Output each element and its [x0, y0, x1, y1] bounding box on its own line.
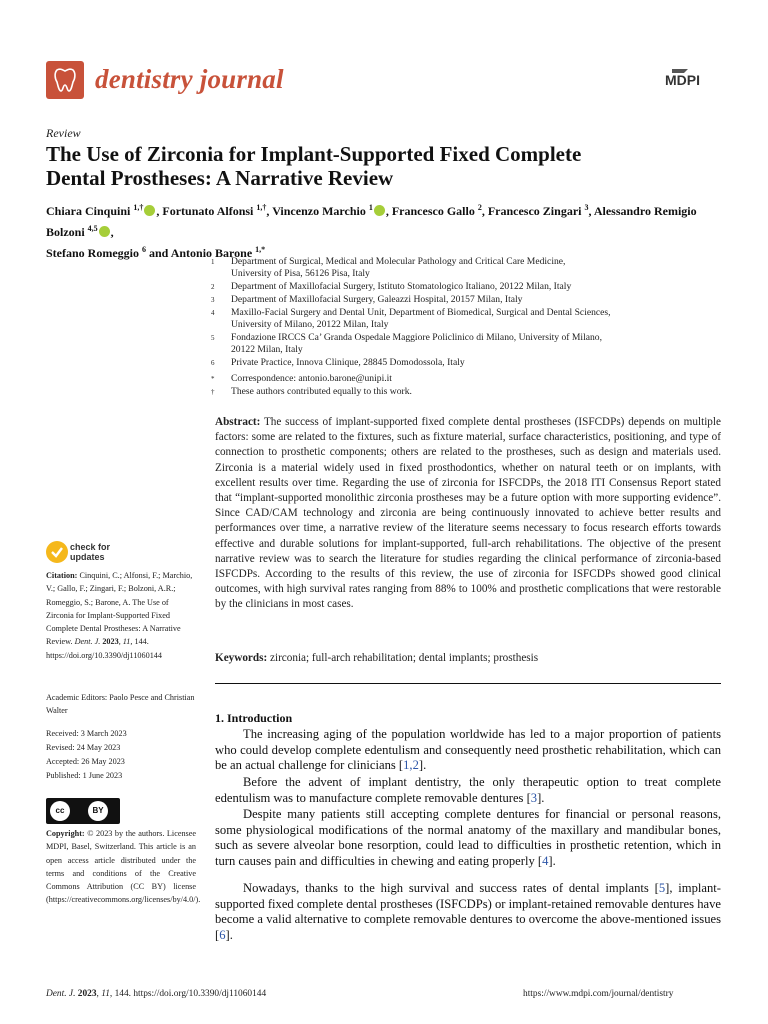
affiliation-number: 4 [211, 309, 215, 317]
affiliation-number: 5 [211, 334, 215, 342]
section-title: 1. Introduction [215, 711, 293, 725]
abstract-label: Abstract: [215, 416, 261, 428]
orcid-icon[interactable] [374, 205, 385, 216]
affiliation-text: Correspondence: antonio.barone@unipi.it [231, 373, 392, 384]
cc-icon: cc [50, 801, 70, 821]
title-line-1: The Use of Zirconia for Implant-Supported Fixed Complete [46, 142, 582, 166]
affiliation-item [211, 294, 711, 306]
journal-logo-tooth-icon [46, 61, 84, 99]
author-name: Francesco Zingari [487, 204, 585, 218]
affiliation-item [211, 281, 711, 293]
revised-date: Revised: 24 May 2023 [46, 743, 121, 752]
orcid-icon[interactable] [144, 205, 155, 216]
check-for-updates-icon[interactable] [46, 541, 68, 563]
affiliation-text: Department of Maxillofacial Surgery, Istituto Stomatologico Italiano, 20122 Milan, Italy [231, 281, 572, 292]
author-affiliation-marker: 3 [584, 203, 589, 212]
copyright-notice: Copyright: © 2023 by the authors. Licensee MDPI, Basel, Switzerland. This article is an open access article distributed under the terms and conditions of the Creative Commons Attribution (CC BY) license (https://creativecommons.org/licenses/by/4.0/). [46, 829, 201, 905]
author-affiliation-marker: 1,† [256, 203, 267, 212]
accepted-date: Accepted: 26 May 2023 [46, 757, 125, 766]
author-name: Fortunato Alfonsi [162, 204, 257, 218]
citation-doi-link[interactable]: https://doi.org/10.3390/dj11060144 [46, 650, 162, 660]
keywords [215, 652, 721, 664]
affiliation-number: * [211, 375, 215, 383]
divider [215, 683, 721, 684]
affiliation-number: 2 [211, 283, 215, 291]
author-name: Vincenzo Marchio [272, 204, 369, 218]
paragraph-1: The increasing aging of the population worldwide has led to a major proportion of patients who could develop complete edentulism and consequently need prosthetic rehabilitation, which can be an actual challenge for clinicians [1,2]. [215, 727, 721, 773]
orcid-icon[interactable] [99, 226, 110, 237]
by-icon: BY [88, 801, 108, 821]
citation-link[interactable]: 3 [530, 790, 538, 805]
received-date: Received: 3 March 2023 [46, 729, 127, 738]
affiliation-text: Department of Maxillofacial Surgery, Galeazzi Hospital, 20157 Milan, Italy [231, 294, 523, 305]
affiliation-text: Department of Surgical, Medical and Molecular Pathology and Critical Care Medicine, University of Pisa, 56126 Pisa, Italy [231, 256, 566, 280]
citation-link[interactable]: 6 [219, 927, 226, 942]
affiliation-text: These authors contributed equally to this work. [231, 386, 412, 397]
affiliation-text: Maxillo-Facial Surgery and Dental Unit, Department of Biomedical, Surgical and Dental Sciences, University of Milano, 20122 Milan, Italy [231, 307, 611, 331]
keywords-text: zirconia; full-arch rehabilitation; dental implants; prosthesis [270, 652, 539, 664]
affiliation-item [211, 386, 711, 398]
affiliation-item [211, 256, 711, 281]
affiliation-item [211, 307, 711, 332]
affiliation-number: 3 [211, 296, 215, 304]
journal-name: dentistry journal [95, 64, 284, 94]
citation-block: Citation: Cinquini, C.; Alfonsi, F.; Marchio, V.; Gallo, F.; Zingari, F.; Bolzoni, A.R.; Romeggio, S.; Barone, A. The Use of Zirconia for Implant-Supported Fixed Complete Dental Prostheses: A Narrative Review. Dent. J. 2023, 11, 144. https://doi.org/10.3390/dj11060144 [46, 571, 193, 660]
author-name: Stefano Romeggio [46, 246, 142, 260]
abstract-text: The success of implant-supported fixed complete dental prostheses (ISFCDPs) depends on multiple factors: some are related to the fixtures, such as fixture material, surface characteristics, positioning, and type of connection to prosthetic components; others are related to the prostheses, such as design and materials used. Zirconia is a material widely used in fixed prosthodontics, whether on natural teeth or on implants, with excellent results over time. Regarding the use of zirconia for ISFCDPs, the 2018 ITI Consensus Report stated that “implant-supported monolithic zirconia prostheses may be a future option with more supporting evidence”. Since CAD/CAM technology and zirconia are being continuously innovated to achieve better results and performances over time, a narrative review of the literature seems necessary to focus research efforts towards effective and durable solutions for implant-supported, full-arch rehabilitations. The objective of the present narrative review was to search the literature for studies regarding the clinical performance of zirconia-based ISFCDPs. According to the results of this review, the use of zirconia for ISFCDPs showed good clinical outcomes, with high survival rates ranging from 88% to 100% and prosthetic complications that were restorable by the clinicians in most cases. [215, 416, 721, 611]
check-for-updates-label[interactable]: check for updates [70, 542, 111, 562]
author-affiliation-marker: 1 [368, 203, 373, 212]
author-name: Alessandro Remigio Bolzoni [46, 204, 697, 239]
author-affiliation-marker: 1,* [255, 245, 266, 254]
author-name: Chiara Cinquini [46, 204, 134, 218]
footer-citation: Dent. J. 2023, 11, 144. https://doi.org/10.3390/dj11060144 [46, 989, 267, 999]
author-affiliation-marker: 1,† [133, 203, 144, 212]
author-affiliation-marker: 2 [477, 203, 482, 212]
article-title [46, 142, 726, 190]
title-line-2: Dental Prostheses: A Narrative Review [46, 166, 394, 190]
citation-link[interactable]: 1,2 [403, 758, 419, 773]
citation-link[interactable]: 4 [542, 853, 549, 868]
affiliation-item [211, 373, 711, 385]
affiliation-number: 1 [211, 258, 215, 266]
affiliation-item [211, 332, 711, 357]
author-name: Antonio Barone [170, 246, 256, 260]
citation-link[interactable]: 5 [658, 881, 666, 895]
affiliation-text: Fondazione IRCCS Ca’ Granda Ospedale Maggiore Policlinico di Milano, University of Milano, 20122 Milan, Italy [231, 332, 602, 356]
author-affiliation-marker: 6 [142, 245, 146, 254]
affiliation-number: 6 [211, 359, 215, 367]
footer-journal-url[interactable]: https://www.mdpi.com/journal/dentistry [523, 989, 674, 999]
author-affiliation-marker: 4,5 [87, 224, 98, 233]
paragraph-2: Before the advent of implant dentistry, the only therapeutic option to treat complete edentulism was to manufacture complete removable dentures [3]. [215, 775, 721, 805]
affiliation-item [211, 357, 711, 369]
publisher-name: MDPI [665, 72, 700, 88]
affiliation-text: Private Practice, Innova Clinique, 28845 Domodossola, Italy [231, 357, 465, 368]
affiliation-number: † [211, 388, 215, 396]
published-date: Published: 1 June 2023 [46, 771, 123, 780]
paragraph-3: Despite many patients still accepting complete dentures for financial or personal reasons, some physiological modifications of the normal anatomy of the maxillary and mandibular bones, such as severe alveolar bone resorption, could lead to difficulties in prosthetic retention, which in turn causes pain and difficulties in chewing and eating properly [4]. [215, 807, 721, 868]
keywords-label: Keywords: [215, 652, 268, 664]
paragraph-4: Nowadays, thanks to the high survival and success rates of dental implants [5], implant-supported fixed complete dental prostheses (ISFCDPs) or implant-retained removable dentures have become a valid alternative to complete removable dentures to overcome the above-mentioned issues [6]. [215, 881, 721, 942]
author-name: Francesco Gallo [391, 204, 478, 218]
cc-by-license-badge[interactable] [46, 798, 120, 824]
author-list: Chiara Cinquini $^{1,\dagger}$ , Fortunato Alfonsi $^{1,\dagger}$, Vincenzo Marchio $^1$ , Francesco Gallo $^2$, Francesco Zingari $^3$, Alessandro Remigio Bolzoni $^{4,5}$ , Stefano Romeggio $^6$ and Antonio Barone $^{1,*}$ [46, 203, 697, 260]
abstract [215, 415, 721, 613]
academic-editors: Academic Editors: Paolo Pesce and Christian Walter [46, 693, 195, 716]
article-type: Review [46, 126, 81, 140]
